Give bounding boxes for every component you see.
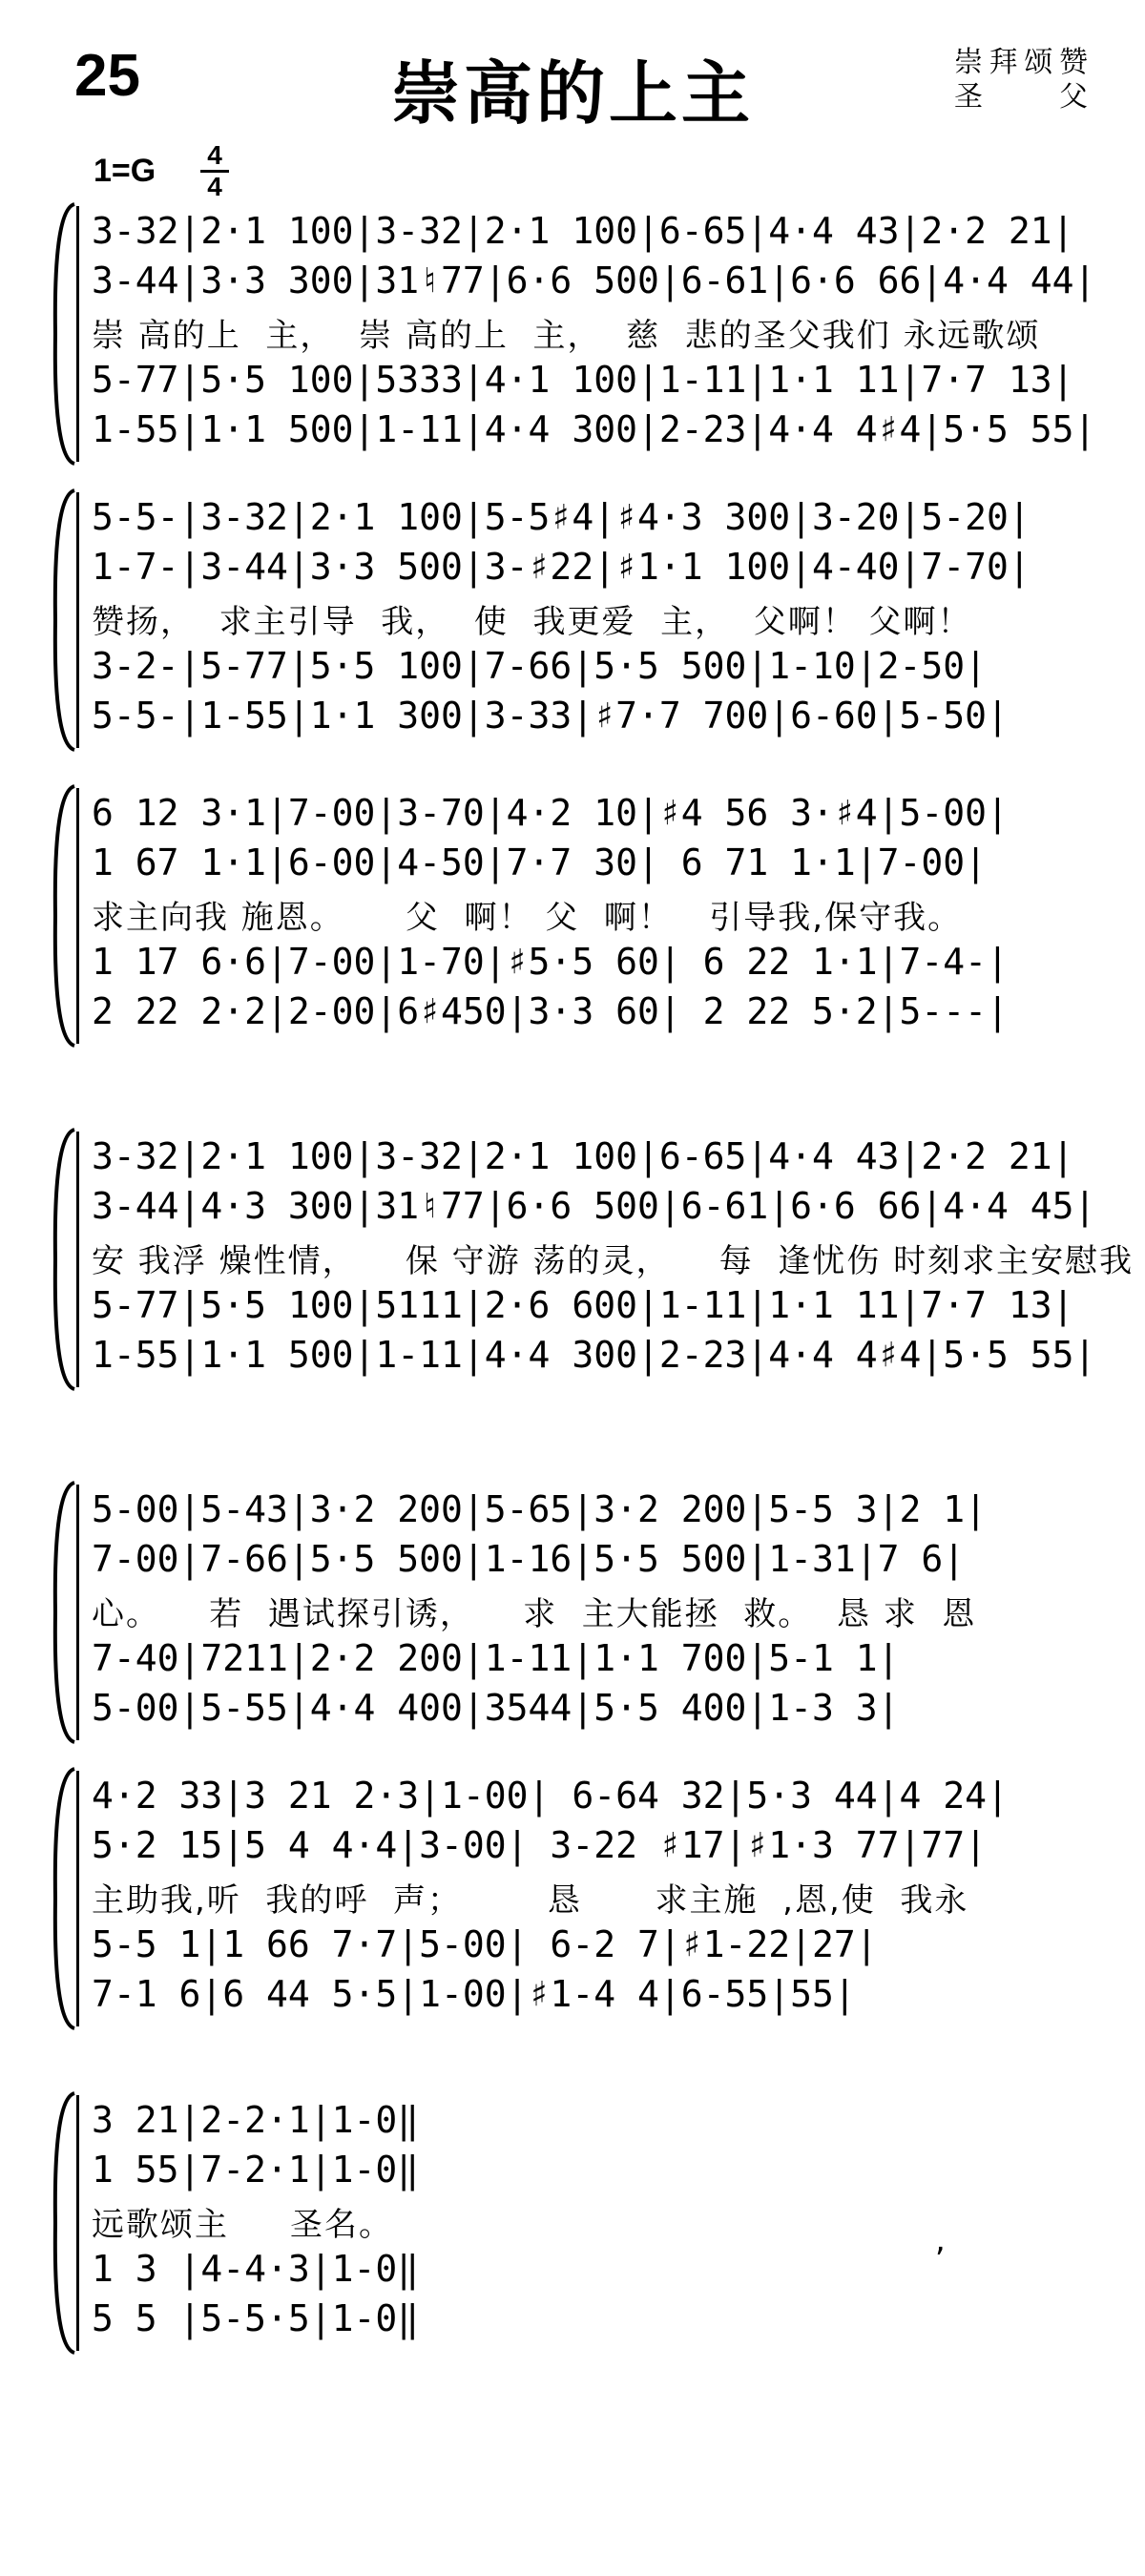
notation-line: 5-77|5·5 100|5111|2·6 600|1-11|1·1 11|7·7 13| (92, 1284, 1074, 1326)
system-left-bar (76, 1771, 79, 2026)
system-left-bar (76, 1485, 79, 1740)
notation-line: 7-1 6|6 44 5·5|1-00|♯1-4 4|6-55|55| (92, 1973, 856, 2015)
notation-line: 5 5 |5-5·5|1-0‖ (92, 2297, 420, 2339)
notation-line: 1 17 6·6|7-00|1-70|♯5·5 60| 6 22 1·1|7-4-| (92, 941, 1009, 983)
notation-line: 1-7-|3-44|3·3 500|3-♯22|♯1·1 100|4-40|7-70| (92, 546, 1030, 588)
notation-line: 7-00|7-66|5·5 500|1-16|5·5 500|1-31|7 6| (92, 1538, 966, 1580)
notation-line: 3-32|2·1 100|3-32|2·1 100|6-65|4·4 43|2·2 21| (92, 210, 1074, 252)
page-title: 崇高的上主 (390, 53, 754, 134)
notation-line: 7-40|7211|2·2 200|1-11|1·1 700|5-1 1| (92, 1637, 900, 1679)
credit-block (954, 46, 1088, 114)
notation-line: 1-55|1·1 500|1-11|4·4 300|2-23|4·4 4♯4|5·5 55| (92, 1334, 1096, 1376)
notation-line: 3-44|4·3 300|31♮77|6·6 500|6-61|6·6 66|4·4 45| (92, 1185, 1096, 1227)
lyric-line: 崇 高的上 主， 崇 高的上 主， 慈 悲的圣父我们 永远歌颂 (92, 317, 1041, 355)
lyric-line: 求主向我 施恩。 父 啊！ 父 啊！ 引导我,保守我。 (92, 899, 963, 937)
notation-line: 1 67 1·1|6-00|4-50|7·7 30| 6 71 1·1|7-00| (92, 841, 987, 883)
notation-line: 5-77|5·5 100|5333|4·1 100|1-11|1·1 11|7·7 13| (92, 359, 1074, 401)
system-left-bar (76, 788, 79, 1044)
notation-line: 5-5-|1-55|1·1 300|3-33|♯7·7 700|6-60|5-50| (92, 695, 1009, 737)
notation-line: 5·2 15|5 4 4·4|3-00| 3-22 ♯17|♯1·3 77|77| (92, 1824, 987, 1866)
notation-line: 1 55|7-2·1|1-0‖ (92, 2149, 420, 2191)
credit-line-1: 崇拜颂赞 (954, 46, 1088, 79)
credit-line-2: 圣父 (954, 80, 1088, 114)
lyric-line: 主助我,听 我的呼 声； 恳 求主施 ,恩,使 我永 (92, 1881, 969, 1920)
notation-line: 1-55|1·1 500|1-11|4·4 300|2-23|4·4 4♯4|5·5 55| (92, 408, 1096, 450)
notation-line: 3-32|2·1 100|3-32|2·1 100|6-65|4·4 43|2·2 21| (92, 1135, 1074, 1177)
system-left-bar (76, 2095, 79, 2351)
notation-line: 6 12 3·1|7-00|3-70|4·2 10|♯4 56 3·♯4|5-00| (92, 792, 1009, 834)
notation-line: 1 3 |4-4·3|1-0‖ (92, 2248, 420, 2290)
time-signature (200, 140, 229, 201)
stray-comma-mark: , (935, 2221, 946, 2259)
lyric-line: 心。 若 遇试探引诱， 求 主大能拯 救。 恳 求 恩 (92, 1595, 977, 1633)
notation-line: 5-5-|3-32|2·1 100|5-5♯4|♯4·3 300|3-20|5-20| (92, 496, 1030, 538)
notation-line: 5-00|5-55|4·4 400|3544|5·5 400|1-3 3| (92, 1687, 900, 1729)
notation-line: 2 22 2·2|2-00|6♯450|3·3 60| 2 22 5·2|5---| (92, 990, 1009, 1032)
lyric-line: 赞扬， 求主引导 我， 使 我更爱 主， 父啊！ 父啊！ (92, 603, 972, 641)
notation-line: 3-44|3·3 300|31♮77|6·6 500|6-61|6·6 66|4·4 44| (92, 260, 1096, 301)
hymn-number: 25 (74, 43, 140, 109)
notation-line: 5-00|5-43|3·2 200|5-65|3·2 200|5-5 3|2 1| (92, 1488, 987, 1530)
system-left-bar (76, 206, 79, 462)
lyric-line: 远歌颂主 圣名。 (92, 2206, 394, 2244)
time-signature-top: 4 (207, 140, 222, 170)
lyric-line: 安 我浮 燥性情， 保 守游 荡的灵， 每 逢忧伤 时刻求主安慰我 (92, 1242, 1135, 1280)
notation-line: 4·2 33|3 21 2·3|1-00| 6-64 32|5·3 44|4 24| (92, 1775, 1009, 1817)
system-left-bar (76, 1132, 79, 1387)
time-signature-bottom: 4 (207, 172, 222, 201)
notation-line: 3 21|2-2·1|1-0‖ (92, 2099, 420, 2141)
notation-line: 3-2-|5-77|5·5 100|7-66|5·5 500|1-10|2-50| (92, 645, 987, 687)
notation-line: 5-5 1|1 66 7·7|5-00| 6-2 7|♯1-22|27| (92, 1923, 878, 1965)
system-left-bar (76, 492, 79, 748)
key-signature: 1=G (94, 153, 156, 189)
